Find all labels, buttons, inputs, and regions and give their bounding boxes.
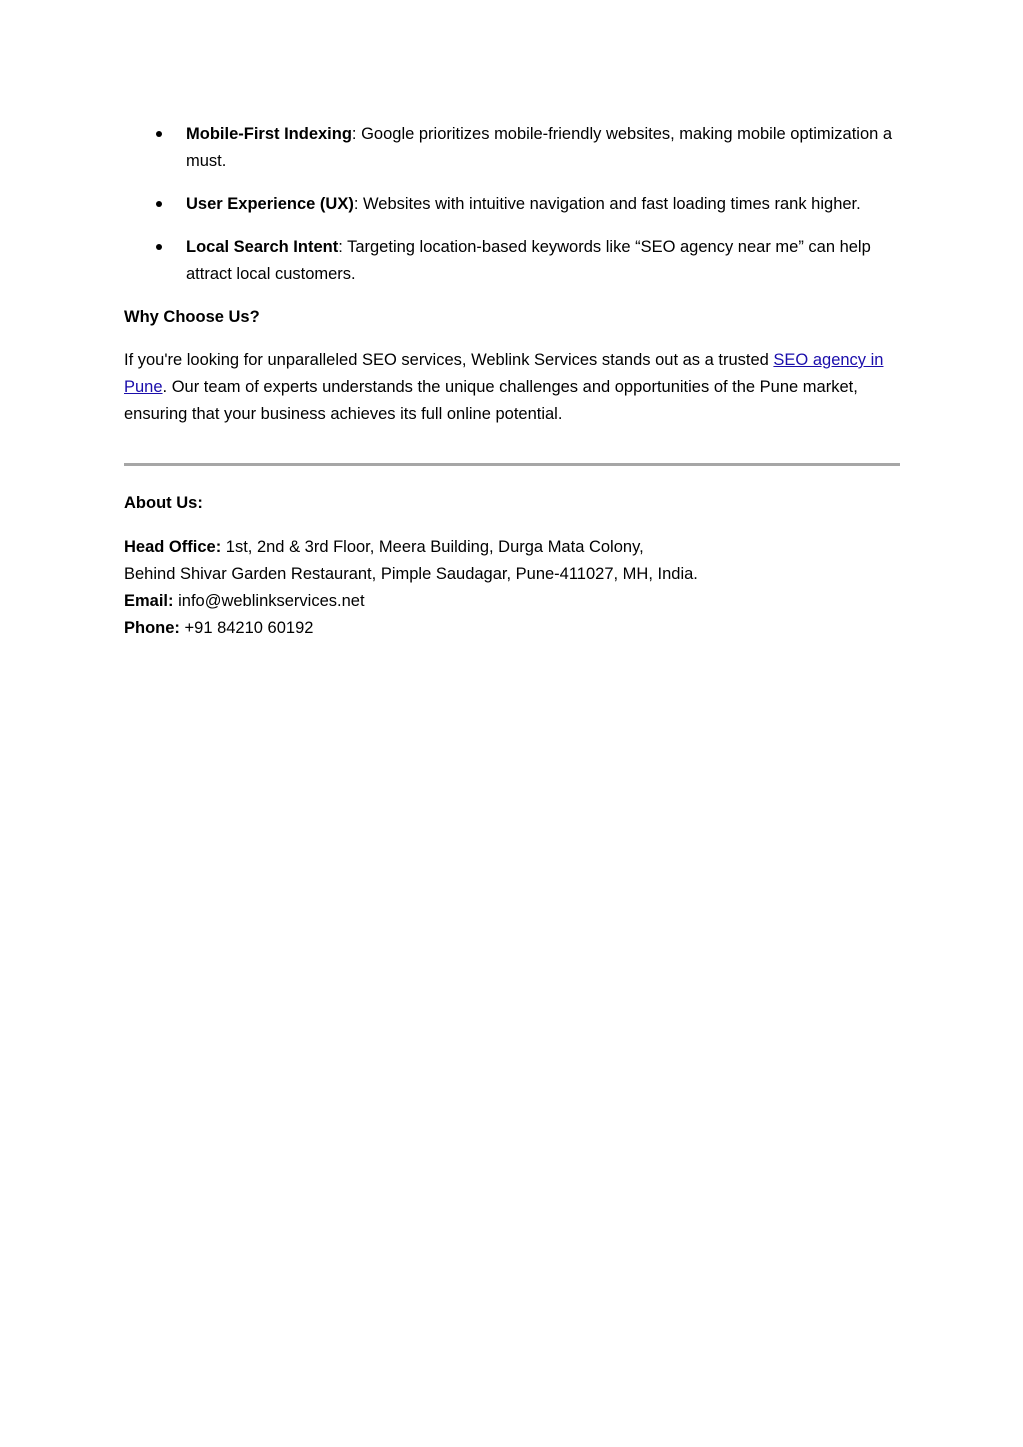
phone-label: Phone: — [124, 619, 180, 637]
bullet-term: Mobile-First Indexing — [186, 125, 352, 143]
bullet-text: : Google prioritizes mobile-friendly websites, making mobile optimization a must. — [186, 125, 893, 170]
bullet-icon — [156, 131, 162, 137]
paragraph-text-end: . Our team of experts understands the unique challenges and opportunities of the Pune market, ensuring that your business achieves its full online potential. — [124, 378, 858, 423]
section-divider — [124, 463, 900, 466]
bullet-term: Local Search Intent — [186, 238, 339, 256]
list-item — [124, 234, 900, 288]
why-choose-us-heading: Why Choose Us? — [124, 308, 260, 326]
seo-agency-pune-link[interactable]: SEO agency in Pune — [124, 351, 884, 396]
ranking-factors-list — [124, 121, 900, 288]
bullet-term: User Experience (UX) — [186, 195, 354, 213]
why-choose-us-paragraph — [124, 347, 900, 428]
head-office-line — [124, 534, 900, 561]
list-item — [124, 191, 900, 218]
main-content — [124, 121, 900, 428]
paragraph-text-start: If you're looking for unparalleled SEO services, Weblink Services stands out as a trusted — [124, 351, 774, 369]
phone-line — [124, 615, 900, 642]
bullet-text: : Targeting location-based keywords like “SEO agency near me” can help attract local customers. — [186, 238, 871, 283]
bullet-icon — [156, 244, 162, 250]
email-line — [124, 588, 900, 615]
head-office-address-line2: Behind Shivar Garden Restaurant, Pimple Saudagar, Pune-411027, MH, India. — [124, 565, 698, 583]
about-us-section — [124, 490, 900, 642]
about-us-heading: About Us: — [124, 494, 203, 512]
email-value: info@weblinkservices.net — [173, 592, 365, 610]
head-office-address-line1: 1st, 2nd & 3rd Floor, Meera Building, Durga Mata Colony, — [221, 538, 644, 556]
list-item — [124, 121, 900, 175]
head-office-label: Head Office: — [124, 538, 222, 556]
phone-value: +91 84210 60192 — [179, 619, 314, 637]
bullet-icon — [156, 201, 162, 207]
bullet-text: : Websites with intuitive navigation and fast loading times rank higher. — [353, 195, 861, 213]
email-label: Email: — [124, 592, 174, 610]
